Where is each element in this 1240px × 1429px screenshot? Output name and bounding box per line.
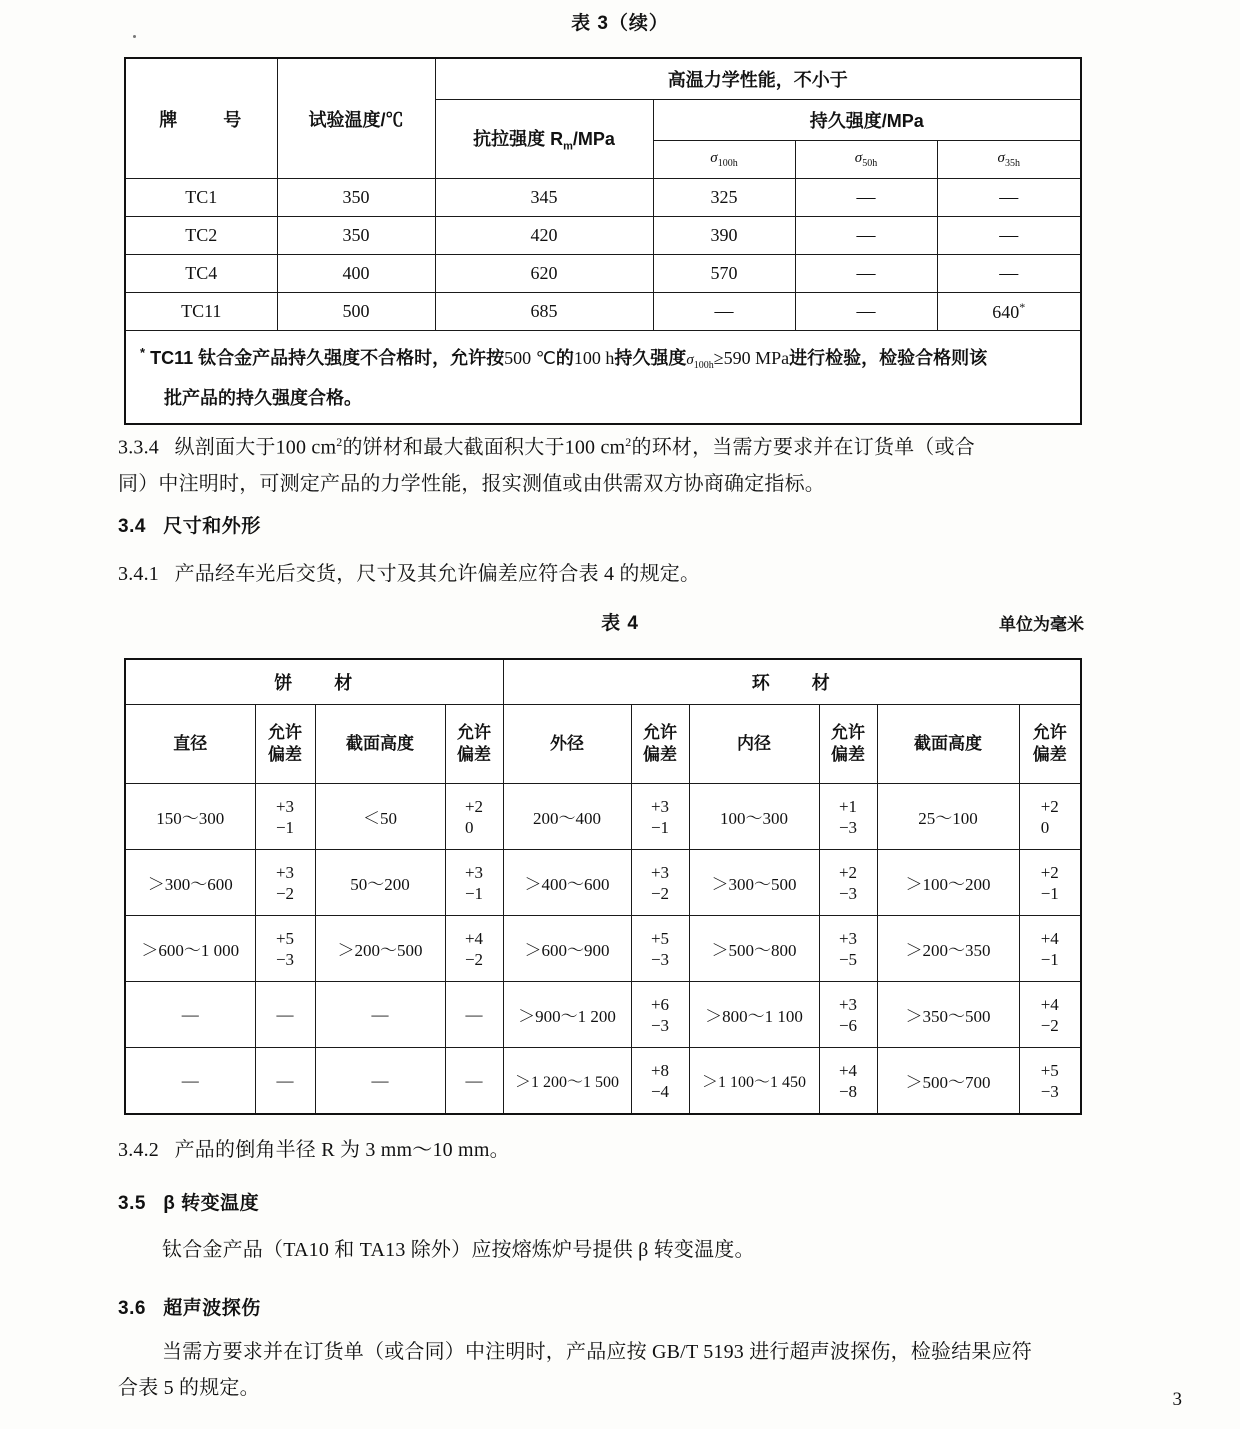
section-3-4-2-number: 3.4.2 [118, 1139, 159, 1161]
cell-tol-4 [819, 784, 877, 850]
section-3-3-4-number: 3.3.4 [118, 436, 159, 459]
page-number: 3 [1172, 1389, 1182, 1410]
tol-plus: +6 [650, 994, 670, 1014]
cell-inner-diameter: ＞300～500 [689, 850, 819, 916]
tol-minus: −3 [1040, 1081, 1059, 1101]
cell-outer-diameter: ＞1 200～1 500 [503, 1048, 631, 1115]
tol-plus: +5 [650, 928, 670, 948]
cell-section-height: ＞200～500 [315, 916, 445, 982]
cell-tol-4 [819, 982, 877, 1048]
table4-header-row [125, 705, 1081, 784]
cell-s50: — [795, 217, 937, 255]
cell-outer-diameter: ＞400～600 [503, 850, 631, 916]
tol-plus: +3 [650, 862, 670, 882]
footnote-part-e: 进行检验，检验合格则该 [789, 348, 988, 368]
cell-tol-1: — [255, 1048, 315, 1115]
section-3-3-4-text-c: 的环材，当需方要求并在订货单（或合 [631, 436, 975, 459]
table3-footnote-row [125, 331, 1081, 425]
section-3-3-4-text-b: 的饼材和最大截面积大于 [342, 436, 565, 459]
table-row [125, 255, 1081, 293]
section-3-5-heading [118, 1188, 259, 1215]
section-3-6-line2: 合表 5 的规定。 [118, 1377, 260, 1399]
cell-tol-5 [1019, 916, 1081, 982]
cell-s35 [937, 293, 1081, 331]
sigma50-sub: 50h [862, 158, 878, 169]
footnote-part-a: TC11 钛合金产品持久强度不合格时，允许按 [150, 348, 505, 368]
cell-inner-diameter: ＞1 100～1 450 [689, 1048, 819, 1115]
table-row [125, 784, 1081, 850]
table3-col-sigma100h: $\sigma_{100h}$ [653, 141, 795, 179]
cell-s100: 325 [653, 179, 795, 217]
section-3-3-4 [118, 424, 1084, 502]
tol-minus: 0 [1040, 817, 1050, 837]
table4-col-section-height-2: 截面高度 [877, 705, 1019, 784]
tol-minus: −4 [650, 1081, 670, 1101]
table3 [124, 57, 1082, 425]
cell-tol-1 [255, 850, 315, 916]
cell-diameter: — [125, 982, 255, 1048]
table3-col-tensile [435, 100, 653, 179]
table4-col-inner-diameter: 内径 [689, 705, 819, 784]
tol-plus: +8 [650, 1060, 670, 1080]
cell-diameter: 150～300 [125, 784, 255, 850]
cell-tol-1 [255, 916, 315, 982]
tensile-subscript: m [563, 140, 573, 153]
tol-minus: 0 [464, 817, 474, 837]
tol-minus: −1 [275, 817, 295, 837]
table3-footnote [125, 331, 1081, 425]
tol-minus: −2 [1040, 1015, 1059, 1035]
cell-tensile: 620 [435, 255, 653, 293]
footnote-part-b: 的 [555, 348, 574, 368]
cell-tensile: 420 [435, 217, 653, 255]
section-3-5-title: β 转变温度 [163, 1193, 260, 1214]
tol-minus: −1 [464, 883, 484, 903]
section-3-4-title: 尺寸和外形 [163, 516, 261, 537]
section-3-3-4-sup1: 2 [336, 435, 343, 449]
footnote-num2: 100 h [573, 348, 615, 368]
tol-plus: +2 [464, 796, 484, 816]
cell-tol-2: — [445, 982, 503, 1048]
tol-plus: +4 [1040, 994, 1059, 1014]
cell-tol-4 [819, 850, 877, 916]
table4-group-bing: 饼 材 [125, 659, 503, 705]
tol-plus: +3 [275, 862, 295, 882]
section-3-3-4-val1: 100 cm [275, 436, 337, 459]
cell-brand: TC4 [125, 255, 277, 293]
cell-tol-3 [631, 784, 689, 850]
section-3-6-line1: 当需方要求并在订货单（或合同）中注明时，产品应按 GB/T 5193 进行超声波探伤，检验结果应符 [162, 1341, 1032, 1363]
tol-plus: +1 [838, 796, 858, 816]
table3-col-sigma35h: $\sigma_{35h}$ [937, 141, 1081, 179]
table-row [125, 1048, 1081, 1115]
cell-tol-3 [631, 850, 689, 916]
cell-diameter: ＞600～1 000 [125, 916, 255, 982]
tol-minus: −2 [650, 883, 670, 903]
tol-plus: +3 [464, 862, 484, 882]
table4-col-diameter: 直径 [125, 705, 255, 784]
table3-caption: 表 3（续） [571, 13, 669, 34]
tol-minus: −6 [838, 1015, 858, 1035]
footnote-num1: 500 ℃ [504, 348, 556, 368]
table-row [125, 982, 1081, 1048]
tol-minus: −3 [838, 817, 858, 837]
table3-col-test-temp: 试验温度/℃ [277, 58, 435, 179]
table4-unit-note: 单位为毫米 [999, 615, 1084, 634]
cell-tensile: 345 [435, 179, 653, 217]
cell-tol-2 [445, 784, 503, 850]
footnote-part-c: 持久强度 [614, 348, 687, 368]
cell-brand: TC1 [125, 179, 277, 217]
tol-minus: −3 [275, 949, 295, 969]
tol-minus: −2 [275, 883, 295, 903]
table4-col-section-height: 截面高度 [315, 705, 445, 784]
cell-tol-4 [819, 916, 877, 982]
section-3-3-4-sup2: 2 [625, 435, 632, 449]
cell-s100: 390 [653, 217, 795, 255]
cell-diameter: ＞300～600 [125, 850, 255, 916]
table4-caption: 表 4 [601, 613, 639, 634]
footnote-marker: * [1019, 300, 1026, 314]
tol-plus: +2 [1040, 862, 1059, 882]
section-3-3-4-line2: 同）中注明时，可测定产品的力学性能，报实测值或由供需双方协商确定指标。 [118, 472, 825, 495]
table3-container [124, 57, 1080, 425]
cell-inner-diameter: ＞800～1 100 [689, 982, 819, 1048]
cell-s50: — [795, 255, 937, 293]
cell-tol-1: — [255, 982, 315, 1048]
section-3-5-body: 钛合金产品（TA10 和 TA13 除外）应按熔炼炉号提供 β 转变温度。 [162, 1239, 755, 1261]
cell-s50: — [795, 293, 937, 331]
cell-tol-1 [255, 784, 315, 850]
section-3-3-4-val2: 100 cm [564, 436, 626, 459]
table4-col-tol-5: 允许 偏差 [1019, 705, 1081, 784]
table3-group-endurance: 持久强度/MPa [653, 100, 1081, 141]
cell-temp: 350 [277, 217, 435, 255]
cell-s50: — [795, 179, 937, 217]
cell-inner-diameter: ＞500～800 [689, 916, 819, 982]
cell-section-height: ＜50 [315, 784, 445, 850]
footnote-sigma-sub: 100h [693, 360, 714, 371]
tol-plus: +2 [1040, 796, 1059, 816]
tol-minus: −3 [650, 949, 670, 969]
section-3-6-title: 超声波探伤 [163, 1298, 261, 1319]
table-row [125, 179, 1081, 217]
table-row [125, 293, 1081, 331]
cell-tol-3 [631, 982, 689, 1048]
table4-container [124, 658, 1080, 1115]
section-3-4-1-text: 产品经车光后交货，尺寸及其允许偏差应符合表 4 的规定。 [174, 563, 701, 585]
footnote-threshold: ≥590 MPa [713, 348, 790, 368]
cell-section-height: — [315, 1048, 445, 1115]
cell-section-height: 50～200 [315, 850, 445, 916]
section-3-4-1 [118, 556, 1084, 592]
table4-col-outer-diameter: 外径 [503, 705, 631, 784]
cell-ring-height: ＞200～350 [877, 916, 1019, 982]
table4-col-tol-3: 允许 偏差 [631, 705, 689, 784]
tol-plus: +5 [275, 928, 295, 948]
cell-ring-height: ＞100～200 [877, 850, 1019, 916]
cell-tensile: 685 [435, 293, 653, 331]
cell-ring-height: 25～100 [877, 784, 1019, 850]
cell-tol-2: — [445, 1048, 503, 1115]
tol-plus: +4 [464, 928, 484, 948]
cell-s35: — [937, 255, 1081, 293]
section-3-4-number: 3.4 [118, 516, 146, 537]
cell-tol-5 [1019, 850, 1081, 916]
cell-temp: 400 [277, 255, 435, 293]
tol-plus: +3 [650, 796, 670, 816]
table4-group-huan: 环 材 [503, 659, 1081, 705]
cell-outer-diameter: ＞900～1 200 [503, 982, 631, 1048]
cell-s100: — [653, 293, 795, 331]
cell-s100: 570 [653, 255, 795, 293]
cell-tol-2 [445, 850, 503, 916]
cell-temp: 350 [277, 179, 435, 217]
footnote-line2: 批产品的持久强度合格。 [164, 388, 362, 408]
sigma100-sub: 100h [717, 158, 738, 169]
cell-tol-5 [1019, 1048, 1081, 1115]
table4-group-row [125, 659, 1081, 705]
sigma35-sub: 35h [1004, 158, 1020, 169]
table4-col-tol-2: 允许 偏差 [445, 705, 503, 784]
cell-s35: — [937, 179, 1081, 217]
cell-ring-height: ＞500～700 [877, 1048, 1019, 1115]
table-row [125, 850, 1081, 916]
tol-minus: −3 [838, 883, 858, 903]
section-3-4-heading [118, 511, 261, 538]
tol-minus: −1 [1040, 949, 1059, 969]
tensile-unit: /MPa [572, 129, 615, 150]
tol-minus: −5 [838, 949, 858, 969]
table-row [125, 217, 1081, 255]
cell-tol-5 [1019, 784, 1081, 850]
tol-plus: +3 [838, 994, 858, 1014]
cell-brand: TC2 [125, 217, 277, 255]
cell-inner-diameter: 100～300 [689, 784, 819, 850]
section-3-6-number: 3.6 [118, 1298, 146, 1319]
table4 [124, 658, 1082, 1115]
footnote-sigma: $\sigma_{100h}$ [686, 352, 714, 371]
tol-plus: +2 [838, 862, 858, 882]
tol-minus: −1 [1040, 883, 1059, 903]
table4-col-tol-1: 允许 偏差 [255, 705, 315, 784]
tensile-label: 抗拉强度 R [473, 129, 564, 150]
cell-s35: — [937, 217, 1081, 255]
footnote-marker-text: * [140, 345, 146, 360]
tol-minus: −2 [464, 949, 484, 969]
tol-plus: +5 [1040, 1060, 1059, 1080]
cell-temp: 500 [277, 293, 435, 331]
cell-outer-diameter: 200～400 [503, 784, 631, 850]
table4-col-tol-4: 允许 偏差 [819, 705, 877, 784]
section-3-6-body [118, 1334, 1084, 1406]
table3-col-sigma50h: $\sigma_{50h}$ [795, 141, 937, 179]
section-3-6-heading [118, 1293, 261, 1320]
table3-col-brand: 牌 号 [125, 58, 277, 179]
tol-plus: +4 [1040, 928, 1059, 948]
tol-minus: −1 [650, 817, 670, 837]
cell-ring-height: ＞350～500 [877, 982, 1019, 1048]
table3-header-row-1 [125, 58, 1081, 100]
section-3-5-number: 3.5 [118, 1193, 146, 1214]
cell-tol-3 [631, 916, 689, 982]
tol-plus: +3 [275, 796, 295, 816]
section-3-4-1-number: 3.4.1 [118, 563, 159, 585]
section-3-4-2-text: 产品的倒角半径 R 为 3 mm～10 mm。 [174, 1139, 510, 1161]
scan-speck [133, 35, 136, 38]
tol-plus: +3 [838, 928, 858, 948]
cell-diameter: — [125, 1048, 255, 1115]
cell-tol-3 [631, 1048, 689, 1115]
table-row [125, 916, 1081, 982]
cell-section-height: — [315, 982, 445, 1048]
cell-tol-4 [819, 1048, 877, 1115]
table3-group-high-temp: 高温力学性能，不小于 [435, 58, 1081, 100]
cell-tol-5 [1019, 982, 1081, 1048]
tol-minus: −3 [650, 1015, 670, 1035]
cell-outer-diameter: ＞600～900 [503, 916, 631, 982]
s35-value: 640 [992, 302, 1020, 322]
tol-plus: +4 [838, 1060, 858, 1080]
cell-brand: TC11 [125, 293, 277, 331]
tol-minus: −8 [838, 1081, 858, 1101]
section-3-4-2 [118, 1132, 1084, 1168]
cell-tol-2 [445, 916, 503, 982]
section-3-3-4-text-a: 纵剖面大于 [174, 436, 276, 459]
